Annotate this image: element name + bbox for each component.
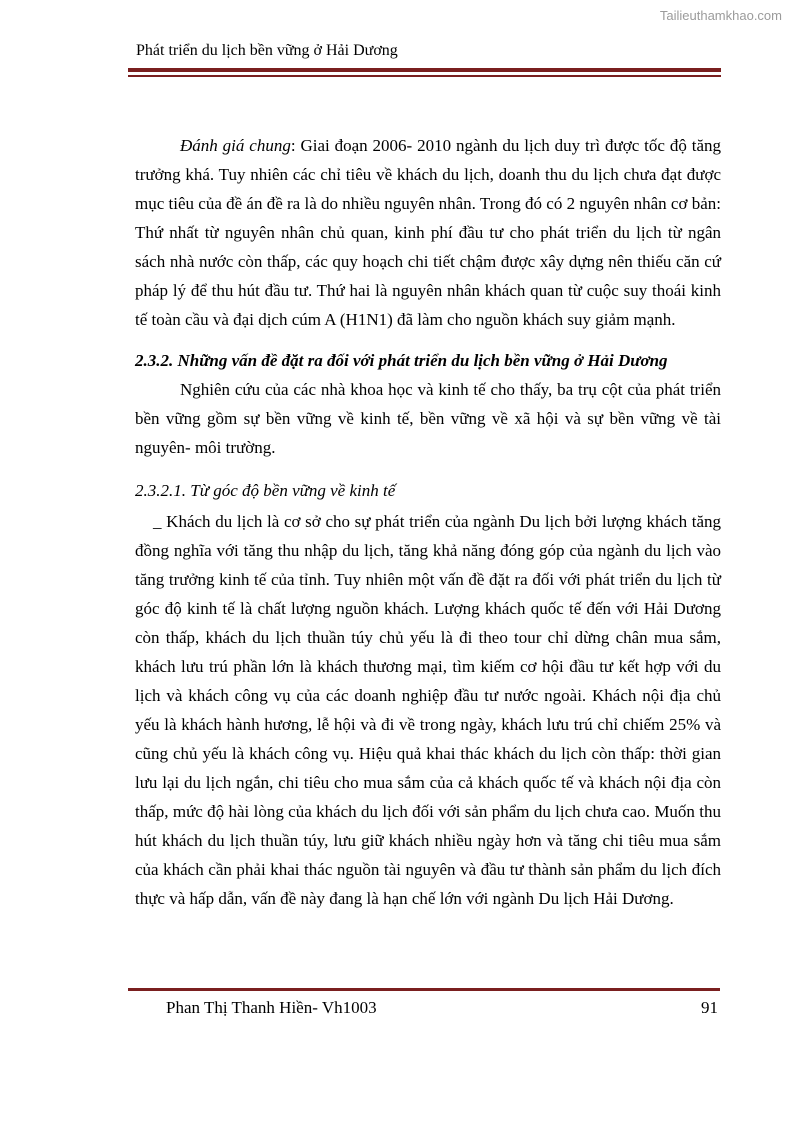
paragraph-economic-aspect: _ Khách du lịch là cơ sở cho sự phát triển của ngành Du lịch bởi lượng khách tăng đồng nghĩa với tăng thu nhập du lịch, tăng khả năng đóng góp của ngành du lịch vào tăng trưởng kinh tế của tỉnh. Tuy nhiên một vấn đề đặt ra đối với phát triển du lịch từ góc độ kinh tế là chất lượng nguồn khách. Lượng khách quốc tế đến với Hải Dương còn thấp, khách du lịch thuần túy chủ yếu là đi theo tour chỉ dừng chân mua sắm, khách lưu trú phần lớn là khách thương mại, tìm kiếm cơ hội đầu tư kết hợp với du lịch và khách công vụ của các doanh nghiệp đầu tư nước ngoài. Khách nội địa chủ yếu là khách hành hương, lễ hội và đi về trong ngày, khách lưu trú chỉ chiếm 25% và cũng chủ yếu là khách công vụ. Hiệu quả khai thác khách du lịch còn thấp: thời gian lưu lại du lịch ngắn, chi tiêu cho mua sắm của cả khách quốc tế và khách nội địa còn thấp, mức độ hài lòng của khách du lịch đối với sản phẩm du lịch chưa cao. Muốn thu hút khách du lịch thuần túy, lưu giữ khách nhiều ngày hơn và tăng chi tiêu mua sắm của khách cần phải khai thác nguồn tài nguyên và đầu tư thành sản phẩm du lịch đích thực và hấp dẫn, vấn đề này đang là hạn chế lớn với ngành Du lịch Hải Dương. <box>135 512 721 908</box>
sub-heading-2-3-2-1: 2.3.2.1. Từ góc độ bền vững về kinh tế <box>135 481 396 500</box>
watermark-site-label: Tailieuthamkhao.com <box>659 8 782 23</box>
paragraph-three-pillars: Nghiên cứu của các nhà khoa học và kinh tế cho thấy, ba trụ cột của phát triển bền vững gồm sự bền vững về kinh tế, bền vững về xã hội và sự bền vững về tài nguyên- môi trường. <box>135 380 721 457</box>
footer-page-number: 91 <box>701 998 718 1017</box>
footer-row <box>128 995 720 1021</box>
paragraph-overview-rest: : Giai đoạn 2006- 2010 ngành du lịch duy trì được tốc độ tăng trưởng khá. Tuy nhiên các chỉ tiêu về khách du lịch, doanh thu du lịch chưa đạt được mục tiêu của đề án đề ra là do nhiều nguyên nhân. Trong đó có 2 nguyên nhân cơ bản: Thứ nhất từ nguyên nhân chủ quan, kinh phí đầu tư cho phát triển du lịch từ ngân sách nhà nước còn thấp, các quy hoạch chi tiết chậm được xây dựng nên thiếu căn cứ pháp lý để thu hút đầu tư. Thứ hai là nguyên nhân khách quan từ cuộc suy thoái kinh tế toàn cầu và đại dịch cúm A (H1N1) đã làm cho nguồn khách suy giảm mạnh. <box>135 136 721 329</box>
page-content <box>135 40 721 913</box>
header-rule <box>128 68 721 77</box>
footer-rule <box>128 988 720 991</box>
running-header-title: Phát triển du lịch bền vững ở Hải Dương <box>136 42 398 59</box>
page-footer <box>128 988 720 1021</box>
section-heading-2-3-2: 2.3.2. Những vấn đề đặt ra đối với phát triển du lịch bền vững ở Hải Dương <box>135 351 668 370</box>
paragraph-overview-lead: Đánh giá chung <box>180 136 291 155</box>
body-text <box>135 131 721 913</box>
paragraph-overview <box>135 131 721 334</box>
footer-author: Phan Thị Thanh Hiền- Vh1003 <box>166 998 377 1017</box>
